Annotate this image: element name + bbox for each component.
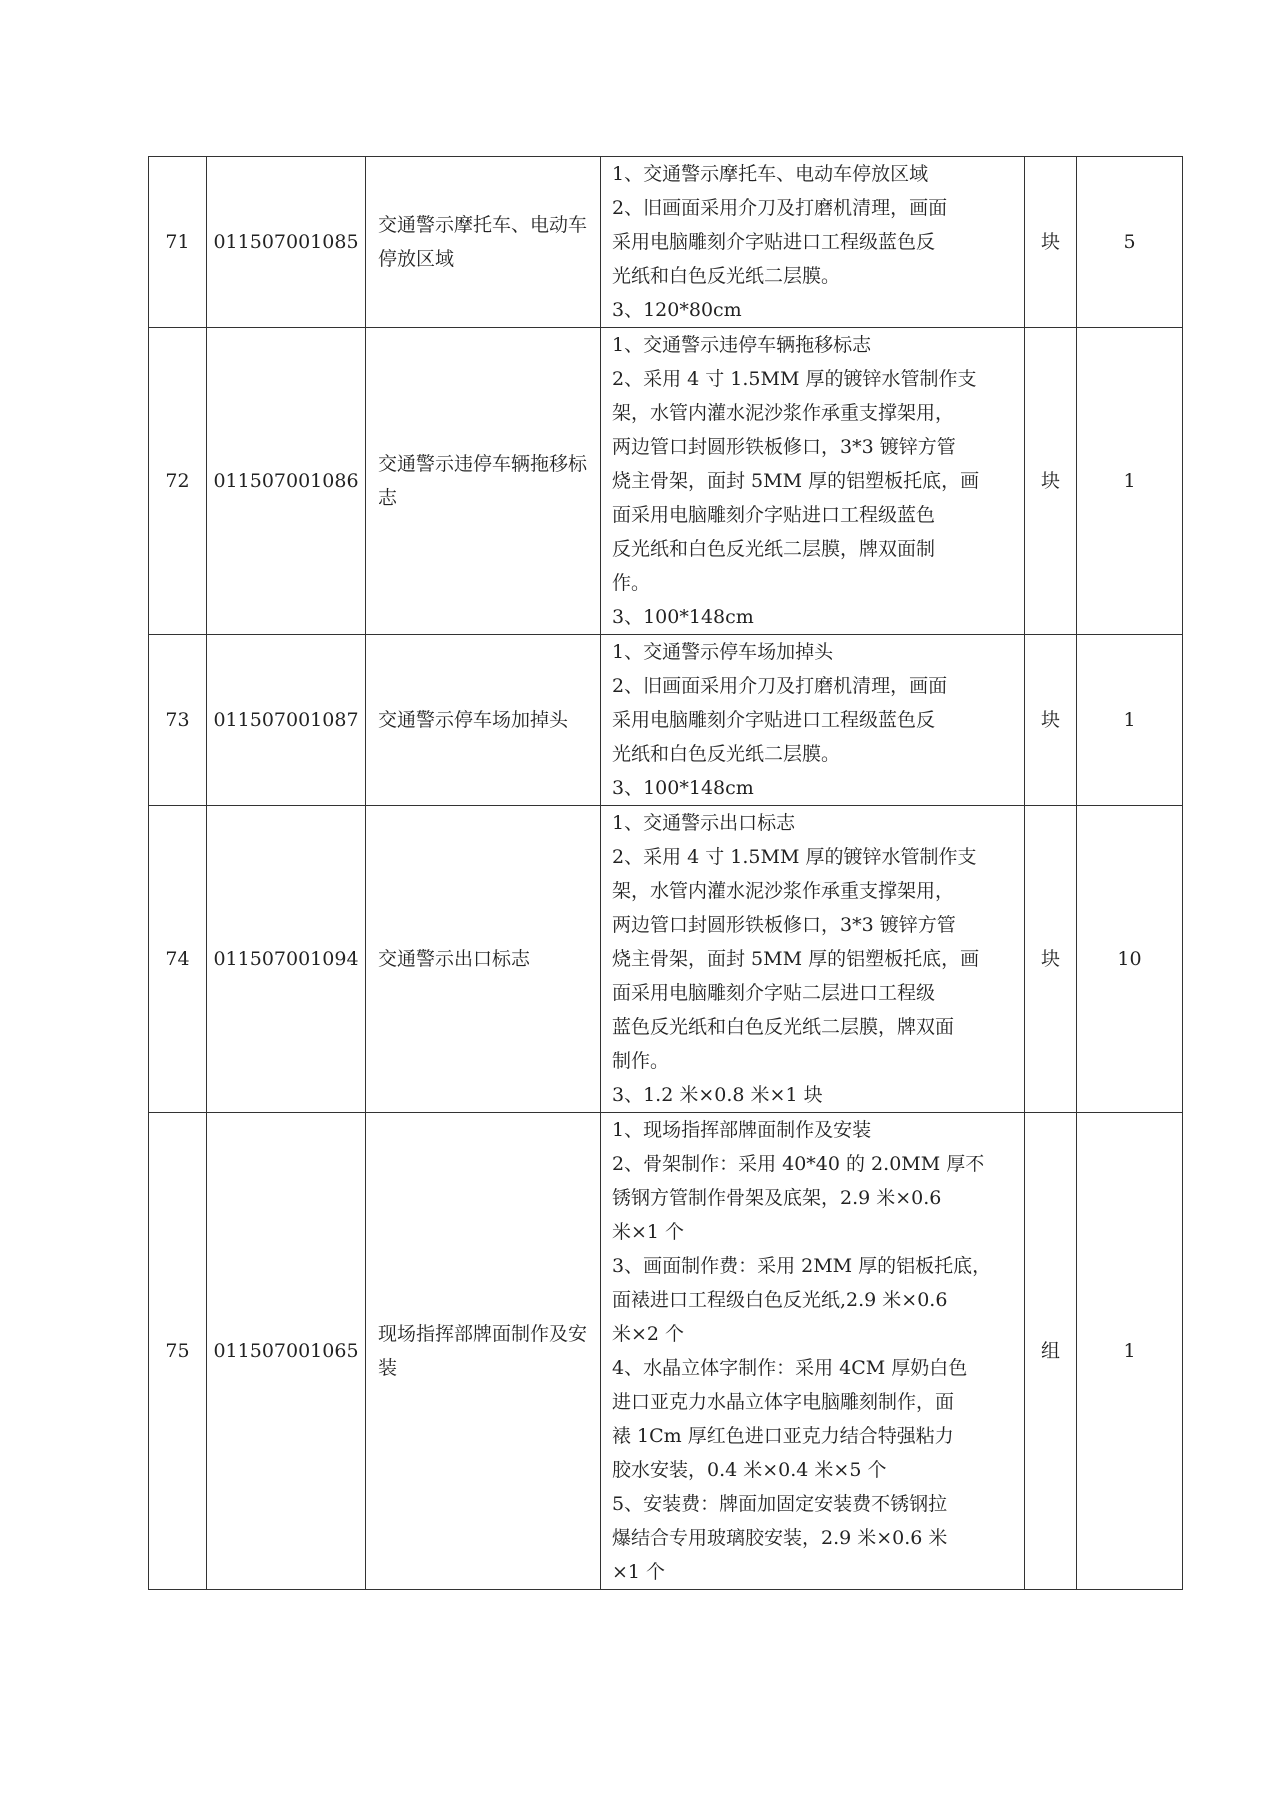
description-line: 胶水安装，0.4 米×0.4 米×5 个 (612, 1459, 887, 1481)
description-line: 3、100*148cm (612, 606, 754, 628)
description-line: 1、交通警示出口标志 (612, 812, 796, 834)
bill-of-quantities-table (148, 156, 1183, 1590)
item-code: 011507001086 (207, 328, 366, 635)
description-line: 3、100*148cm (612, 777, 754, 799)
description-line: 3、1.2 米×0.8 米×1 块 (612, 1084, 823, 1106)
description-line: 面采用电脑雕刻介字贴二层进口工程级 (612, 982, 936, 1004)
table-row (149, 157, 1183, 328)
description-line: 采用电脑雕刻介字贴进口工程级蓝色反 (612, 231, 936, 253)
description-line: 2、旧画面采用介刀及打磨机清理，画面 (612, 675, 948, 697)
description-line: 面采用电脑雕刻介字贴进口工程级蓝色 (612, 504, 936, 526)
description-line: 1、现场指挥部牌面制作及安装 (612, 1119, 872, 1141)
item-code: 011507001087 (207, 635, 366, 806)
description-line: 3、120*80cm (612, 299, 742, 321)
description-line: 作。 (612, 572, 651, 594)
description-line: 锈钢方管制作骨架及底架，2.9 米×0.6 (612, 1187, 942, 1209)
item-name: 现场指挥部牌面制作及安装 (366, 1113, 601, 1590)
item-quantity: 10 (1077, 806, 1183, 1113)
description-line: 架，水管内灌水泥沙浆作承重支撑架用， (612, 880, 955, 902)
description-line: 裱 1Cm 厚红色进口亚克力结合特强粘力 (612, 1425, 954, 1447)
description-line: 1、交通警示违停车辆拖移标志 (612, 334, 872, 356)
table-row (149, 328, 1183, 635)
item-description (601, 1113, 1025, 1590)
item-name: 交通警示出口标志 (366, 806, 601, 1113)
item-unit: 块 (1025, 635, 1077, 806)
item-code: 011507001065 (207, 1113, 366, 1590)
item-quantity: 1 (1077, 1113, 1183, 1590)
description-line: 2、采用 4 寸 1.5MM 厚的镀锌水管制作支 (612, 368, 977, 390)
item-description (601, 157, 1025, 328)
item-number: 72 (149, 328, 207, 635)
description-line: 制作。 (612, 1050, 670, 1072)
item-description (601, 635, 1025, 806)
item-quantity: 5 (1077, 157, 1183, 328)
description-line: 烧主骨架，面封 5MM 厚的铝塑板托底，画 (612, 948, 980, 970)
item-number: 74 (149, 806, 207, 1113)
description-line: 烧主骨架，面封 5MM 厚的铝塑板托底，画 (612, 470, 980, 492)
description-line: 4、水晶立体字制作：采用 4CM 厚奶白色 (612, 1357, 968, 1379)
item-number: 73 (149, 635, 207, 806)
item-name: 交通警示违停车辆拖移标志 (366, 328, 601, 635)
item-number: 75 (149, 1113, 207, 1590)
description-line: 两边管口封圆形铁板修口，3*3 镀锌方管 (612, 436, 956, 458)
table-row (149, 806, 1183, 1113)
item-quantity: 1 (1077, 635, 1183, 806)
description-line: 蓝色反光纸和白色反光纸二层膜，牌双面 (612, 1016, 955, 1038)
description-line: 光纸和白色反光纸二层膜。 (612, 265, 841, 287)
description-line: 光纸和白色反光纸二层膜。 (612, 743, 841, 765)
description-line: 两边管口封圆形铁板修口，3*3 镀锌方管 (612, 914, 956, 936)
item-number: 71 (149, 157, 207, 328)
item-unit: 块 (1025, 806, 1077, 1113)
description-line: 米×2 个 (612, 1323, 685, 1345)
description-line: 架，水管内灌水泥沙浆作承重支撑架用， (612, 402, 955, 424)
description-line: 反光纸和白色反光纸二层膜，牌双面制 (612, 538, 936, 560)
item-code: 011507001094 (207, 806, 366, 1113)
item-code: 011507001085 (207, 157, 366, 328)
description-line: 2、采用 4 寸 1.5MM 厚的镀锌水管制作支 (612, 846, 977, 868)
table-row (149, 1113, 1183, 1590)
description-line: 2、旧画面采用介刀及打磨机清理，画面 (612, 197, 948, 219)
description-line: ×1 个 (612, 1561, 666, 1583)
description-line: 3、画面制作费：采用 2MM 厚的铝板托底， (612, 1255, 992, 1277)
item-unit: 组 (1025, 1113, 1077, 1590)
description-line: 面裱进口工程级白色反光纸,2.9 米×0.6 (612, 1289, 948, 1311)
description-line: 采用电脑雕刻介字贴进口工程级蓝色反 (612, 709, 936, 731)
description-line: 1、交通警示停车场加掉头 (612, 641, 834, 663)
description-line: 进口亚克力水晶立体字电脑雕刻制作，面 (612, 1391, 955, 1413)
item-quantity: 1 (1077, 328, 1183, 635)
item-unit: 块 (1025, 328, 1077, 635)
description-line: 1、交通警示摩托车、电动车停放区域 (612, 163, 929, 185)
item-unit: 块 (1025, 157, 1077, 328)
table-row (149, 635, 1183, 806)
item-description (601, 328, 1025, 635)
item-description (601, 806, 1025, 1113)
item-name: 交通警示摩托车、电动车停放区域 (366, 157, 601, 328)
description-line: 2、骨架制作：采用 40*40 的 2.0MM 厚不 (612, 1153, 985, 1175)
item-name: 交通警示停车场加掉头 (366, 635, 601, 806)
description-line: 5、安装费：牌面加固定安装费不锈钢拉 (612, 1493, 948, 1515)
description-line: 爆结合专用玻璃胶安装，2.9 米×0.6 米 (612, 1527, 948, 1549)
description-line: 米×1 个 (612, 1221, 685, 1243)
